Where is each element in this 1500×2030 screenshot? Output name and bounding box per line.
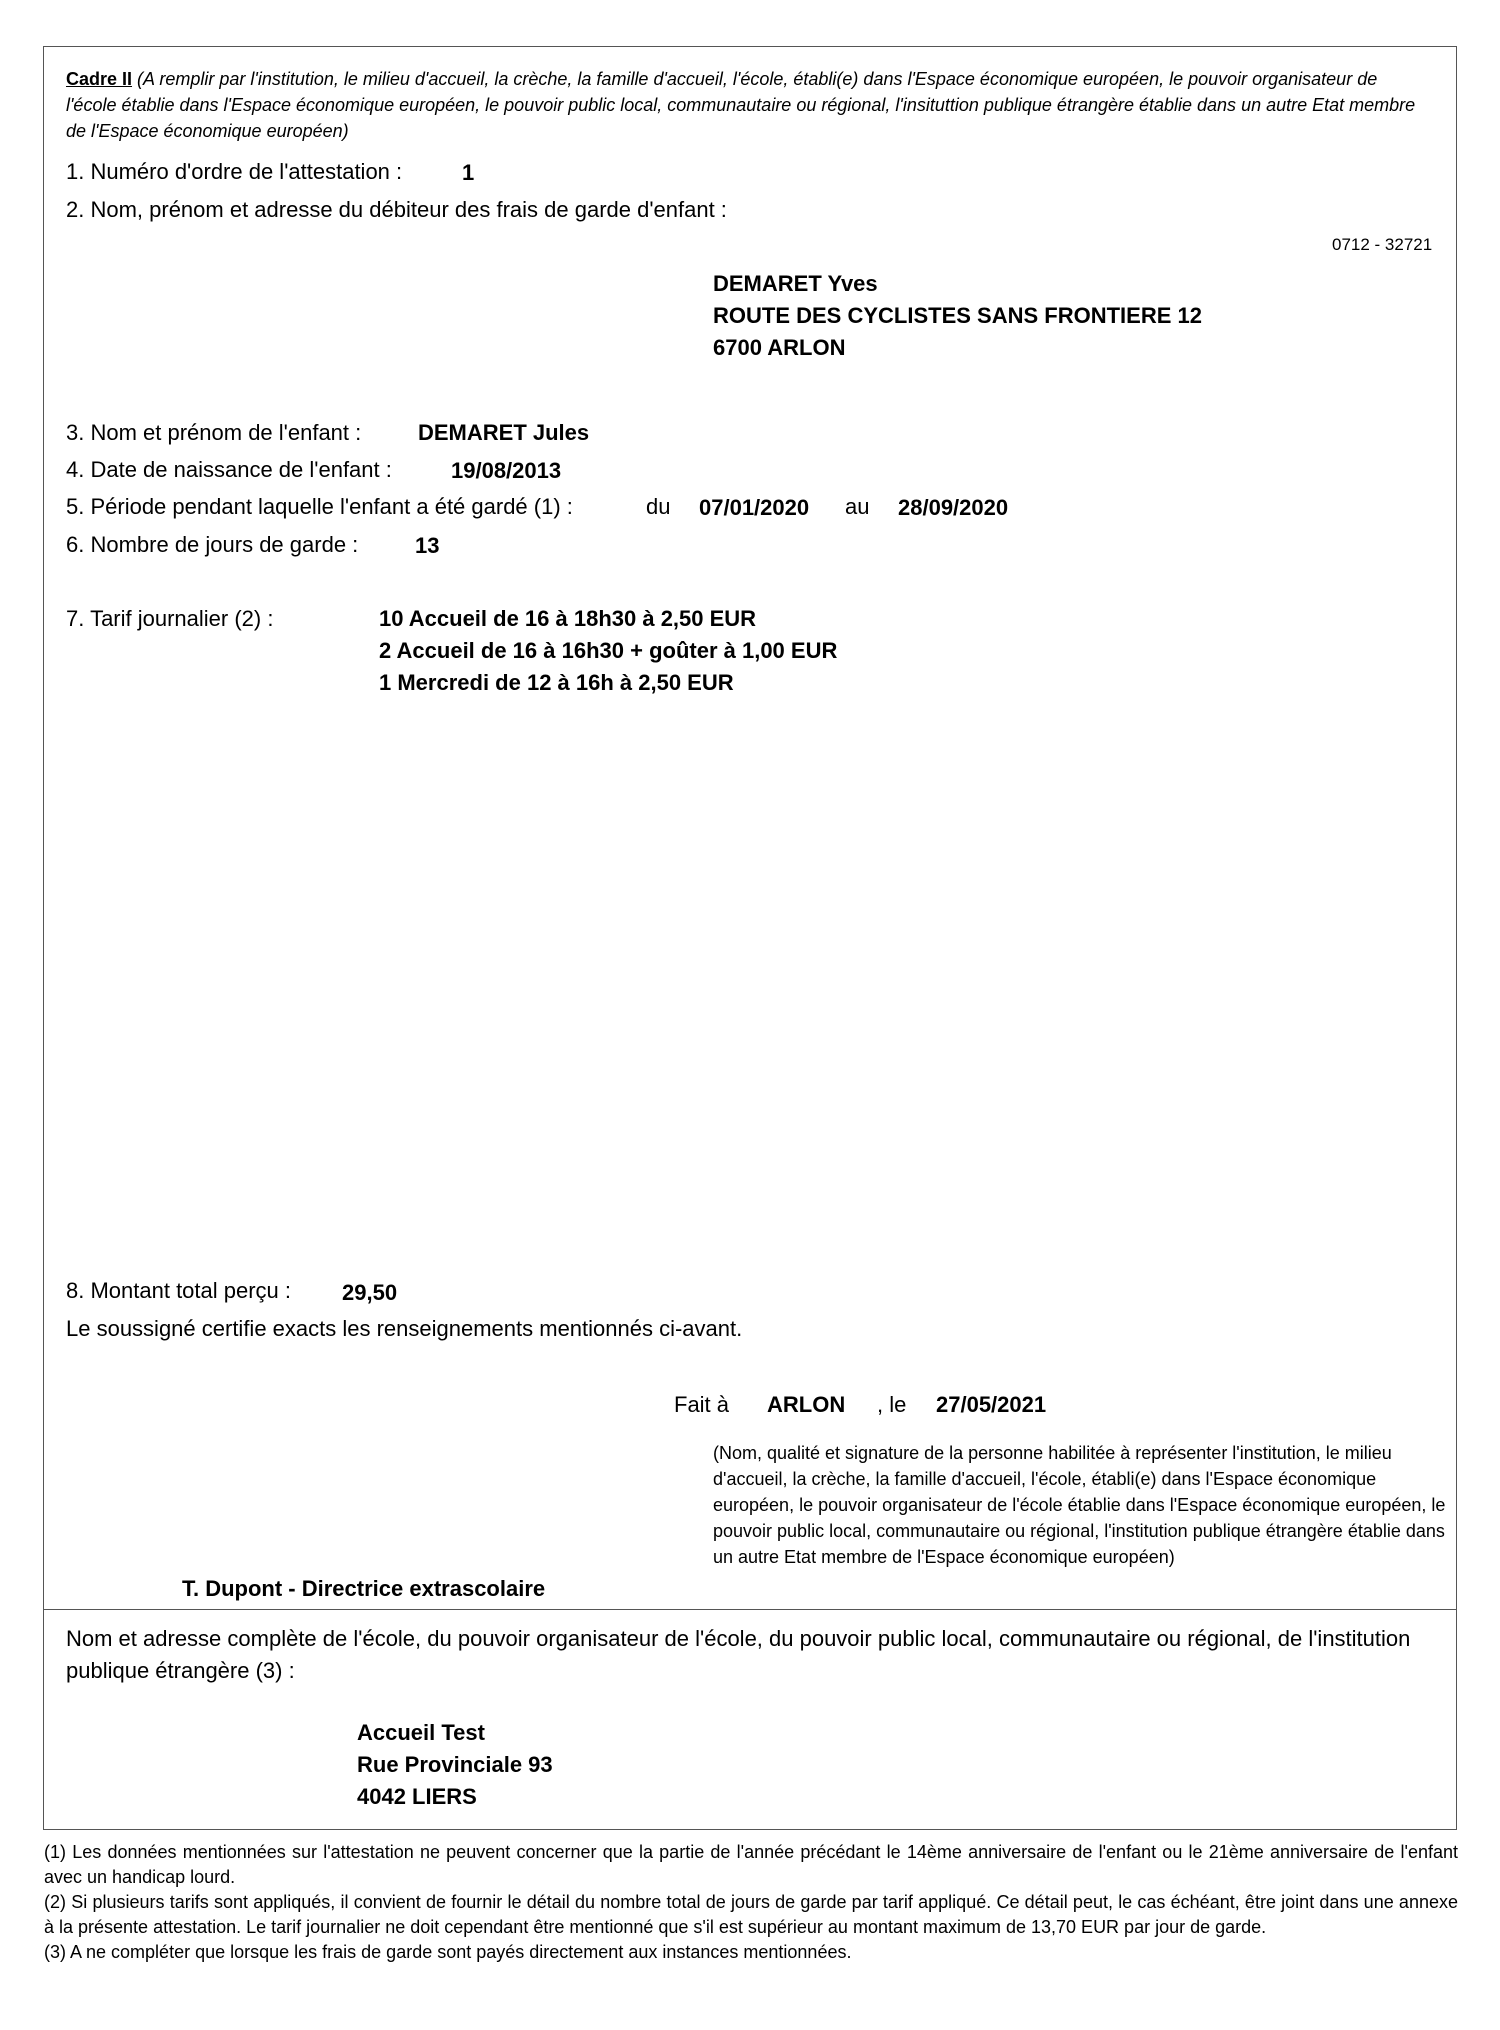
debtor-street: ROUTE DES CYCLISTES SANS FRONTIERE 12 xyxy=(713,303,1202,328)
certification-text: Le soussigné certifie exacts les renseignements mentionnés ci-avant. xyxy=(66,1316,743,1341)
days-label: 6. Nombre de jours de garde : xyxy=(66,532,359,557)
section-divider xyxy=(43,1609,1457,1610)
total-value: 29,50 xyxy=(342,1280,398,1305)
attestation-number-label: 1. Numéro d'ordre de l'attestation : xyxy=(66,159,403,184)
tariff-line: 1 Mercredi de 12 à 16h à 2,50 EUR xyxy=(379,670,734,695)
attestation-number-value: 1 xyxy=(462,160,475,185)
debtor-label: 2. Nom, prénom et adresse du débiteur des frais de garde d'enfant : xyxy=(66,197,727,222)
school-street: Rue Provinciale 93 xyxy=(357,1752,553,1777)
period-from-label: du xyxy=(646,494,671,519)
school-address-label: Nom et adresse complète de l'école, du pouvoir organisateur de l'école, du pouvoir public local, communautaire ou régional, de l'institution publique étrangère (3) : xyxy=(66,1626,1411,1683)
signature-place: ARLON xyxy=(767,1392,846,1417)
signature-instructions: (Nom, qualité et signature de la personne habilitée à représenter l'institution, le milieu d'accueil, la crèche, la famille d'accueil, l'école, établi(e) dans l'Espace économique européen, le pouvoir organisateur de l'école établie dans l'Espace économique européen, le pouvoir public local, communautaire ou régional, l'institution publique étrangère établie dans un autre Etat membre de l'Espace économique européen) xyxy=(713,1443,1446,1567)
days-value: 13 xyxy=(415,533,440,558)
birth-date-label: 4. Date de naissance de l'enfant : xyxy=(66,457,392,482)
date-prefix: , le xyxy=(877,1392,907,1417)
debtor-city: 6700 ARLON xyxy=(713,335,846,360)
tariff-line: 2 Accueil de 16 à 16h30 + goûter à 1,00 EUR xyxy=(379,638,838,663)
fait-a-label: Fait à xyxy=(674,1392,730,1417)
child-name-value: DEMARET Jules xyxy=(418,420,590,445)
debtor-name: DEMARET Yves xyxy=(713,271,878,296)
footnote-2: (2) Si plusieurs tarifs sont appliqués, il convient de fournir le détail du nombre total de jours de garde par tarif appliqué. Ce détail peut, le cas échéant, être joint dans une annexe à la présente attestation. Le tarif journalier ne doit cependant être mentionné que s'il est supérieur au montant maximum de 13,70 EUR par jour de garde. xyxy=(44,1892,1458,1937)
cadre-description: (A remplir par l'institution, le milieu d'accueil, la crèche, la famille d'accueil, l'école, établi(e) dans l'Espace économique européen, le pouvoir organisateur de l'école établie dans l'Espace économique européen, le pouvoir public local, communautaire ou régional, l'insituttion publique étrangère établie dans un autre Etat membre de l'Espace économique européen) xyxy=(66,69,1416,141)
period-label: 5. Période pendant laquelle l'enfant a été gardé (1) : xyxy=(66,494,573,519)
cadre-intro xyxy=(66,66,1426,144)
period-start-date: 07/01/2020 xyxy=(699,495,810,520)
birth-date-value: 19/08/2013 xyxy=(451,458,562,483)
tariff-label: 7. Tarif journalier (2) : xyxy=(66,606,274,631)
reference-number: 0712 - 32721 xyxy=(1332,235,1433,254)
school-city: 4042 LIERS xyxy=(357,1784,477,1809)
child-name-label: 3. Nom et prénom de l'enfant : xyxy=(66,420,362,445)
footnote-3: (3) A ne compléter que lorsque les frais de garde sont payés directement aux instances mentionnées. xyxy=(44,1942,852,1962)
footnote-1: (1) Les données mentionnées sur l'attestation ne peuvent concerner que la partie de l'année précédant le 14ème anniversaire de l'enfant ou le 21ème anniversaire de l'enfant avec un handicap lourd. xyxy=(44,1842,1458,1887)
period-to-label: au xyxy=(845,494,870,519)
school-name: Accueil Test xyxy=(357,1720,485,1745)
signature-date: 27/05/2021 xyxy=(936,1392,1047,1417)
period-end-date: 28/09/2020 xyxy=(898,495,1009,520)
cadre-title: Cadre II xyxy=(66,69,133,89)
footnotes xyxy=(44,1840,1458,1965)
tariff-line: 10 Accueil de 16 à 18h30 à 2,50 EUR xyxy=(379,606,757,631)
total-label: 8. Montant total perçu : xyxy=(66,1278,292,1303)
signatory-name: T. Dupont - Directrice extrascolaire xyxy=(182,1576,546,1601)
